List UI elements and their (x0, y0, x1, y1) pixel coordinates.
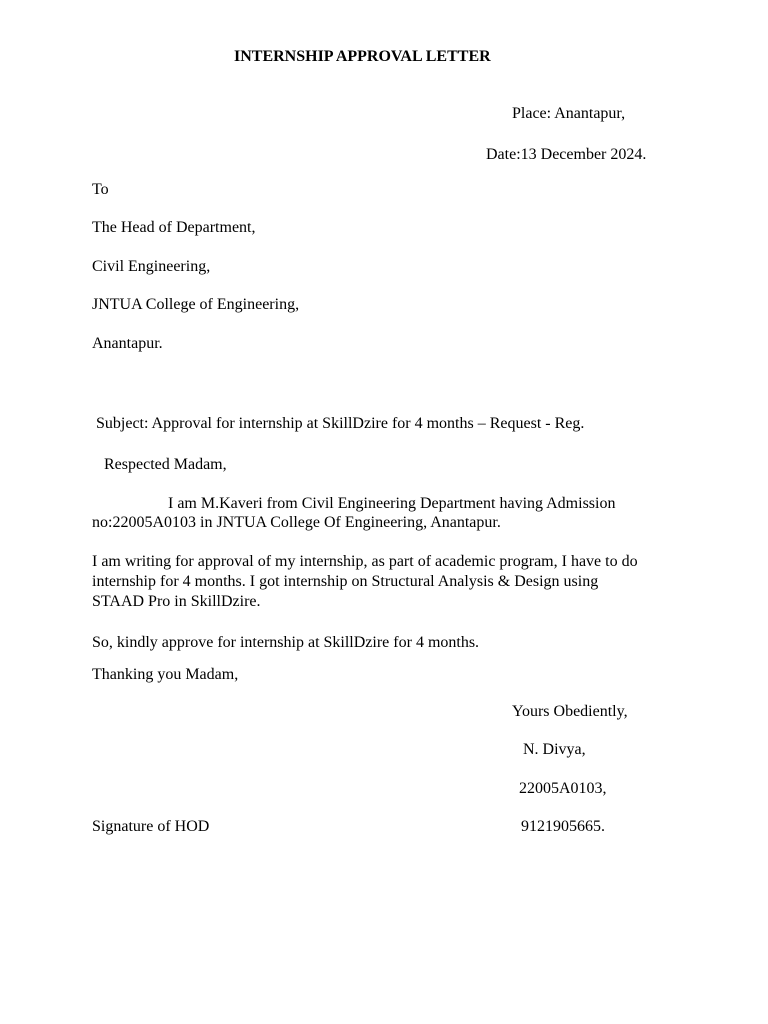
signoff-yours: Yours Obediently, (512, 703, 628, 720)
recipient-college: JNTUA College of Engineering, (92, 296, 300, 313)
salutation: Respected Madam, (104, 456, 227, 473)
letter-title: INTERNSHIP APPROVAL LETTER (234, 48, 491, 65)
sender-name: N. Divya, (523, 741, 586, 758)
body-paragraph-3: So, kindly approve for internship at SkillDzire for 4 months. (92, 634, 480, 651)
recipient-city: Anantapur. (92, 335, 163, 352)
body-paragraph-1-line-2: no:22005A0103 in JNTUA College Of Engineering, Anantapur. (92, 514, 501, 531)
body-paragraph-2-line-1: I am writing for approval of my internship, as part of academic program, I have to do (92, 553, 638, 570)
closing-line: Thanking you Madam, (92, 666, 239, 683)
recipient-title: The Head of Department, (92, 219, 256, 236)
date-line: Date:13 December 2024. (486, 146, 647, 163)
hod-signature-label: Signature of HOD (92, 818, 210, 835)
place-line: Place: Anantapur, (512, 105, 626, 122)
sender-roll-number: 22005A0103, (519, 780, 607, 797)
sender-phone: 9121905665. (521, 818, 605, 835)
body-paragraph-2-line-3: STAAD Pro in SkillDzire. (92, 593, 261, 610)
subject-line: Subject: Approval for internship at SkillDzire for 4 months – Request - Reg. (96, 415, 585, 432)
body-paragraph-1-line-1: I am M.Kaveri from Civil Engineering Department having Admission (168, 495, 616, 512)
recipient-department: Civil Engineering, (92, 258, 211, 275)
to-line: To (92, 181, 109, 198)
body-paragraph-2-line-2: internship for 4 months. I got internship on Structural Analysis & Design using (92, 573, 599, 590)
